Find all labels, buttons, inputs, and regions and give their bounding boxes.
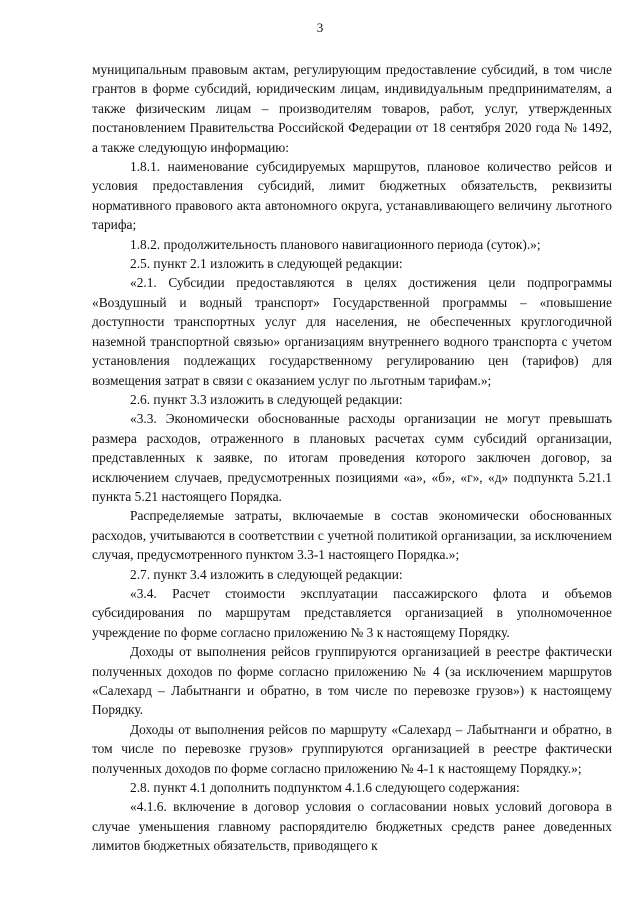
page-number: 3 [316, 20, 324, 35]
paragraph-2-6: 2.6. пункт 3.3 изложить в следующей редакции: [130, 391, 403, 407]
paragraph-2-5: 2.5. пункт 2.1 изложить в следующей редакции: [130, 256, 403, 272]
paragraph-income-registry: Доходы от выполнения рейсов группируются организацией в реестре фактически полученных доходов по форме согласно приложению № 4 (за исключением маршрутов «Салехард – Лабытнанги и обратно, в том числе по перевозке грузов») к настоящему Порядку. [92, 644, 612, 718]
document-body [92, 60, 612, 856]
paragraph-continuation: муниципальным правовым актам, регулирующим предоставление субсидий, в том числе грантов в форме субсидий, юридическим лицам, индивидуальным предпринимателям, а также физическим лицам – производителям товаров, работ, услуг, утвержденных постановлением Правительства Российской Федерации от 18 сентября 2020 года № 1492, а также следующую информацию: [92, 62, 612, 155]
paragraph-2-7: 2.7. пункт 3.4 изложить в следующей редакции: [130, 566, 403, 582]
paragraph-income-salekhard: Доходы от выполнения рейсов по маршруту «Салехард – Лабытнанги и обратно, в том числе по перевозке грузов» группируются организацией в реестре фактически полученных доходов по форме согласно приложению № 4-1 к настоящему Порядку.»; [92, 721, 612, 776]
paragraph-2-8: 2.8. пункт 4.1 дополнить подпунктом 4.1.6 следующего содержания: [130, 780, 520, 796]
paragraph-distributed-costs: Распределяемые затраты, включаемые в состав экономически обоснованных расходов, учитываются в соответствии с учетной политикой организации, за исключением случая, предусмотренного пунктом 3.3-1 настоящего Порядка.»; [92, 508, 612, 563]
paragraph-2-1-text: «2.1. Субсидии предоставляются в целях достижения цели подпрограммы «Воздушный и водный транспорт» Государственной программы – «повышение доступности транспортных услуг для населения, не обеспеченных круглогодичной наземной транспортной связью» организациям внутреннего водного транспорта с учетом установления подлежащих государственному регулированию цен (тарифов) для возмещения затрат в связи с оказанием услуг по льготным тарифам.»; [92, 275, 612, 388]
paragraph-1-8-1: 1.8.1. наименование субсидируемых маршрутов, плановое количество рейсов и условия предоставления субсидий, лимит бюджетных обязательств, реквизиты нормативного правового акта автономного округа, устанавливающего величину льготного тарифа; [92, 159, 612, 233]
paragraph-1-8-2: 1.8.2. продолжительность планового навигационного периода (суток).»; [130, 236, 541, 252]
paragraph-3-3-text: «3.3. Экономически обоснованные расходы организации не могут превышать размера расходов, отраженного в плановых расчетах сумм субсидий организации, представленных к заявке, по итогам проведения которого заключен договор, за исключением случаев, предусмотренных позициями «а», «б», «г», «д» подпункта 5.21.1 пункта 5.21 настоящего Порядка. [92, 411, 612, 504]
paragraph-4-1-6-text: «4.1.6. включение в договор условия о согласовании новых условий договора в случае уменьшения главному распорядителю бюджетных средств ранее доведенных лимитов бюджетных обязательств, приводящего к [92, 799, 612, 854]
paragraph-3-4-text: «3.4. Расчет стоимости эксплуатации пассажирского флота и объемов субсидирования по маршрутам представляется организацией в уполномоченное учреждение по форме согласно приложению № 3 к настоящему Порядку. [92, 585, 612, 640]
